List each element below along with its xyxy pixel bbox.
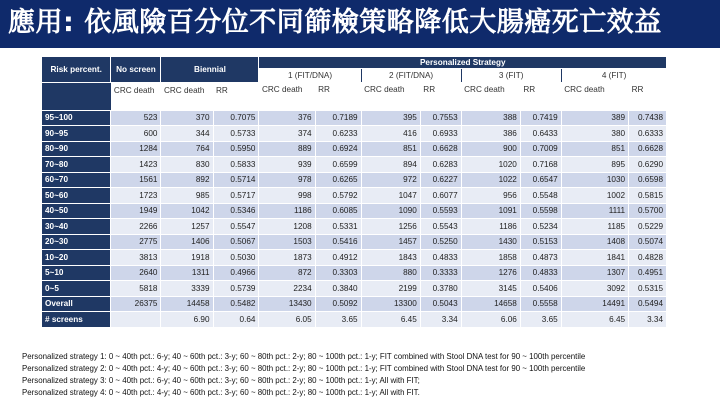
table-cell: 0.7075 [213, 110, 259, 126]
table-row [42, 312, 667, 328]
table-cell: 956 [461, 188, 520, 204]
table-cell: 6.06 [461, 312, 520, 328]
col-rr: RR [420, 82, 461, 110]
col-rr: RR [520, 82, 561, 110]
table-cell: 0.5700 [629, 203, 667, 219]
table-cell: 0.5234 [520, 219, 561, 235]
row-label: 0~5 [42, 281, 111, 297]
table-cell: 0.5229 [629, 219, 667, 235]
table-cell: 0.5739 [213, 281, 259, 297]
table-cell: 0.4833 [520, 265, 561, 281]
table-cell: 0.5494 [629, 296, 667, 312]
table-row [42, 110, 667, 126]
table-cell: 0.4951 [629, 265, 667, 281]
table-cell: 14491 [561, 296, 628, 312]
row-label: 20~30 [42, 234, 111, 250]
table-cell: 13300 [361, 296, 420, 312]
table-cell: 0.5733 [213, 126, 259, 142]
table-row [42, 250, 667, 266]
table-row [42, 219, 667, 235]
table-cell: 374 [259, 126, 315, 142]
table-body [42, 110, 667, 327]
table-cell: 0.5558 [520, 296, 561, 312]
table-cell: 0.7189 [315, 110, 361, 126]
header-strategy-1: 1 (FIT/DNA) [259, 69, 361, 83]
table-cell: 1423 [111, 157, 161, 173]
table-cell: 0.5092 [315, 296, 361, 312]
table-cell: 1185 [561, 219, 628, 235]
table-cell: 1256 [361, 219, 420, 235]
row-label: 90~95 [42, 126, 111, 142]
table-cell: 0.6599 [315, 157, 361, 173]
table-cell: 26375 [111, 296, 161, 312]
table-cell: 0.5030 [213, 250, 259, 266]
table-cell: 3.65 [520, 312, 561, 328]
table-row [42, 281, 667, 297]
table-cell: 1042 [161, 203, 213, 219]
results-table [41, 56, 667, 328]
table-cell: 1002 [561, 188, 628, 204]
table-row [42, 203, 667, 219]
table-row [42, 296, 667, 312]
table-cell: 939 [259, 157, 315, 173]
table-cell: 1186 [259, 203, 315, 219]
table-cell: 1406 [161, 234, 213, 250]
col-rr: RR [213, 82, 259, 110]
table-cell: 0.7009 [520, 141, 561, 157]
table-row [42, 234, 667, 250]
table-cell: 344 [161, 126, 213, 142]
table-cell: 985 [161, 188, 213, 204]
table-cell: 2640 [111, 265, 161, 281]
table-cell: 0.5416 [315, 234, 361, 250]
table-cell: 3813 [111, 250, 161, 266]
table-cell: 0.5482 [213, 296, 259, 312]
table-cell: 1873 [259, 250, 315, 266]
row-label: 95~100 [42, 110, 111, 126]
table-cell: 1408 [561, 234, 628, 250]
table-cell: 3092 [561, 281, 628, 297]
table-cell: 0.5815 [629, 188, 667, 204]
table-cell: 0.6077 [420, 188, 461, 204]
table-cell: 1091 [461, 203, 520, 219]
table-cell: 1257 [161, 219, 213, 235]
table-cell: 0.64 [213, 312, 259, 328]
note-strategy-4: Personalized strategy 4: 0 ~ 40th pct.: 4-y; 40 ~ 60th pct.: 3-y; 60 ~ 80th pct.: 2-y; 80 ~ 100th pct.: 1-y; All with FIT. [22, 388, 420, 397]
col-crc-death: CRC death [259, 82, 315, 110]
row-label: # screens [42, 312, 111, 328]
table-cell: 600 [111, 126, 161, 142]
table-cell: 830 [161, 157, 213, 173]
header-strategy-2: 2 (FIT/DNA) [361, 69, 461, 83]
table-cell: 0.6433 [520, 126, 561, 142]
table-cell: 0.5950 [213, 141, 259, 157]
table-cell: 14458 [161, 296, 213, 312]
header-strategy-4: 4 (FIT) [561, 69, 666, 83]
table-cell: 6.90 [161, 312, 213, 328]
table-cell: 0.3840 [315, 281, 361, 297]
table-cell: 5818 [111, 281, 161, 297]
table-cell: 1843 [361, 250, 420, 266]
table-cell: 0.3333 [420, 265, 461, 281]
table-cell: 3.65 [315, 312, 361, 328]
table-cell: 1457 [361, 234, 420, 250]
table-cell: 1186 [461, 219, 520, 235]
table-cell: 1111 [561, 203, 628, 219]
table-cell: 851 [361, 141, 420, 157]
table-row [42, 141, 667, 157]
table-cell: 13430 [259, 296, 315, 312]
table-row [42, 157, 667, 173]
table-cell: 0.5043 [420, 296, 461, 312]
col-crc-death: CRC death [361, 82, 420, 110]
table-cell: 1858 [461, 250, 520, 266]
table-cell: 1284 [111, 141, 161, 157]
row-label: 5~10 [42, 265, 111, 281]
table-cell: 0.3303 [315, 265, 361, 281]
table-cell: 0.5833 [213, 157, 259, 173]
table-cell: 0.5717 [213, 188, 259, 204]
table-cell: 386 [461, 126, 520, 142]
table-cell: 395 [361, 110, 420, 126]
table-cell: 388 [461, 110, 520, 126]
table-cell: 0.7438 [629, 110, 667, 126]
table-cell: 0.4828 [629, 250, 667, 266]
table-cell: 0.4873 [520, 250, 561, 266]
table-cell: 1022 [461, 172, 520, 188]
table-cell: 389 [561, 110, 628, 126]
row-label: Overall [42, 296, 111, 312]
table-cell: 1723 [111, 188, 161, 204]
row-label: 60~70 [42, 172, 111, 188]
col-crc-death: CRC death [561, 82, 628, 110]
table-cell: 1047 [361, 188, 420, 204]
table-cell: 872 [259, 265, 315, 281]
table-row [42, 188, 667, 204]
table-cell: 998 [259, 188, 315, 204]
table-cell: 0.5547 [213, 219, 259, 235]
table-cell: 972 [361, 172, 420, 188]
table-cell: 1430 [461, 234, 520, 250]
table-row [42, 265, 667, 281]
table-cell: 0.6924 [315, 141, 361, 157]
header-risk-percent: Risk percent. [42, 57, 111, 83]
table-cell: 1307 [561, 265, 628, 281]
table-cell: 0.7168 [520, 157, 561, 173]
table-cell: 0.6283 [420, 157, 461, 173]
table-cell [111, 312, 161, 328]
table-cell: 0.5153 [520, 234, 561, 250]
table-cell: 0.6265 [315, 172, 361, 188]
table-cell: 900 [461, 141, 520, 157]
table-cell: 0.6628 [420, 141, 461, 157]
table-cell: 380 [561, 126, 628, 142]
table-cell: 0.5074 [629, 234, 667, 250]
table-cell: 1311 [161, 265, 213, 281]
table-cell: 0.6628 [629, 141, 667, 157]
col-crc-death: CRC death [161, 82, 213, 110]
table-cell: 894 [361, 157, 420, 173]
table-cell: 6.45 [561, 312, 628, 328]
table-cell: 0.5331 [315, 219, 361, 235]
table-cell: 14658 [461, 296, 520, 312]
table-cell: 2266 [111, 219, 161, 235]
table-row [42, 126, 667, 142]
table-cell: 1208 [259, 219, 315, 235]
note-strategy-3: Personalized strategy 3: 0 ~ 40th pct.: 6-y; 40 ~ 60th pct.: 3-y; 60 ~ 80th pct.: 2-y; 80 ~ 100th pct.: 1-y; All with FIT; [22, 376, 420, 385]
table-cell: 1918 [161, 250, 213, 266]
table-cell: 0.7419 [520, 110, 561, 126]
table-cell: 0.6598 [629, 172, 667, 188]
row-label: 40~50 [42, 203, 111, 219]
table-cell: 0.5067 [213, 234, 259, 250]
table-cell: 0.6085 [315, 203, 361, 219]
table-cell: 764 [161, 141, 213, 157]
header-strategy-3: 3 (FIT) [461, 69, 561, 83]
table-cell: 1503 [259, 234, 315, 250]
table-cell: 523 [111, 110, 161, 126]
table-cell: 978 [259, 172, 315, 188]
table-cell: 3.34 [629, 312, 667, 328]
table-cell: 1020 [461, 157, 520, 173]
strategy-notes [22, 351, 712, 399]
table-cell: 376 [259, 110, 315, 126]
note-strategy-2: Personalized strategy 2: 0 ~ 40th pct.: 4-y; 40 ~ 60th pct.: 3-y; 60 ~ 80th pct.: 2-y; 80 ~ 100th pct.: 1-y; FIT combined with Stool DNA test for 90 ~ 100th percentile [22, 364, 586, 373]
table-cell: 1090 [361, 203, 420, 219]
row-label: 30~40 [42, 219, 111, 235]
table-cell: 416 [361, 126, 420, 142]
header-personalized-strategy: Personalized Strategy [259, 57, 667, 69]
table-cell: 3339 [161, 281, 213, 297]
table-cell: 0.6227 [420, 172, 461, 188]
table-cell: 895 [561, 157, 628, 173]
table-cell: 0.4833 [420, 250, 461, 266]
table-cell: 0.5593 [420, 203, 461, 219]
table-cell: 0.5406 [520, 281, 561, 297]
table-cell: 2199 [361, 281, 420, 297]
table-cell: 0.4966 [213, 265, 259, 281]
table-cell: 0.6233 [315, 126, 361, 142]
header-spacer [42, 82, 111, 110]
row-label: 10~20 [42, 250, 111, 266]
table-cell: 6.45 [361, 312, 420, 328]
table-cell: 0.5543 [420, 219, 461, 235]
table-cell: 0.4912 [315, 250, 361, 266]
table-cell: 0.5250 [420, 234, 461, 250]
row-label: 50~60 [42, 188, 111, 204]
table-cell: 6.05 [259, 312, 315, 328]
note-strategy-1: Personalized strategy 1: 0 ~ 40th pct.: 6-y; 40 ~ 60th pct.: 3-y; 60 ~ 80th pct.: 2-y; 80 ~ 100th pct.: 1-y; FIT combined with Stool DNA test for 90 ~ 100th percentile [22, 352, 586, 361]
row-label: 70~80 [42, 157, 111, 173]
table-cell: 880 [361, 265, 420, 281]
col-crc-death: CRC death [461, 82, 520, 110]
table-cell: 0.6333 [629, 126, 667, 142]
table-cell: 0.5315 [629, 281, 667, 297]
table-cell: 892 [161, 172, 213, 188]
table-cell: 1276 [461, 265, 520, 281]
table-cell: 3145 [461, 281, 520, 297]
col-rr: RR [629, 82, 667, 110]
table-cell: 0.3780 [420, 281, 461, 297]
table-cell: 0.5598 [520, 203, 561, 219]
table-cell: 1030 [561, 172, 628, 188]
table-cell: 0.6933 [420, 126, 461, 142]
table-cell: 0.7553 [420, 110, 461, 126]
table-cell: 851 [561, 141, 628, 157]
slide-title: 應用: 依風險百分位不同篩檢策略降低大腸癌死亡效益 [8, 7, 662, 38]
table-cell: 0.5346 [213, 203, 259, 219]
table-cell: 1561 [111, 172, 161, 188]
table-cell: 0.6290 [629, 157, 667, 173]
table-cell: 0.5548 [520, 188, 561, 204]
row-label: 80~90 [42, 141, 111, 157]
table-cell: 0.5792 [315, 188, 361, 204]
header-no-screen: No screen [111, 57, 161, 83]
table-cell: 3.34 [420, 312, 461, 328]
table-cell: 2234 [259, 281, 315, 297]
table-cell: 2775 [111, 234, 161, 250]
table-cell: 0.6547 [520, 172, 561, 188]
table-cell: 1841 [561, 250, 628, 266]
table-row [42, 172, 667, 188]
table-cell: 370 [161, 110, 213, 126]
header-biennial: Biennial [161, 57, 259, 83]
table-cell: 1949 [111, 203, 161, 219]
table-cell: 0.5714 [213, 172, 259, 188]
col-crc-death: CRC death [111, 82, 161, 110]
table-cell: 889 [259, 141, 315, 157]
col-rr: RR [315, 82, 361, 110]
title-bar [0, 0, 720, 48]
